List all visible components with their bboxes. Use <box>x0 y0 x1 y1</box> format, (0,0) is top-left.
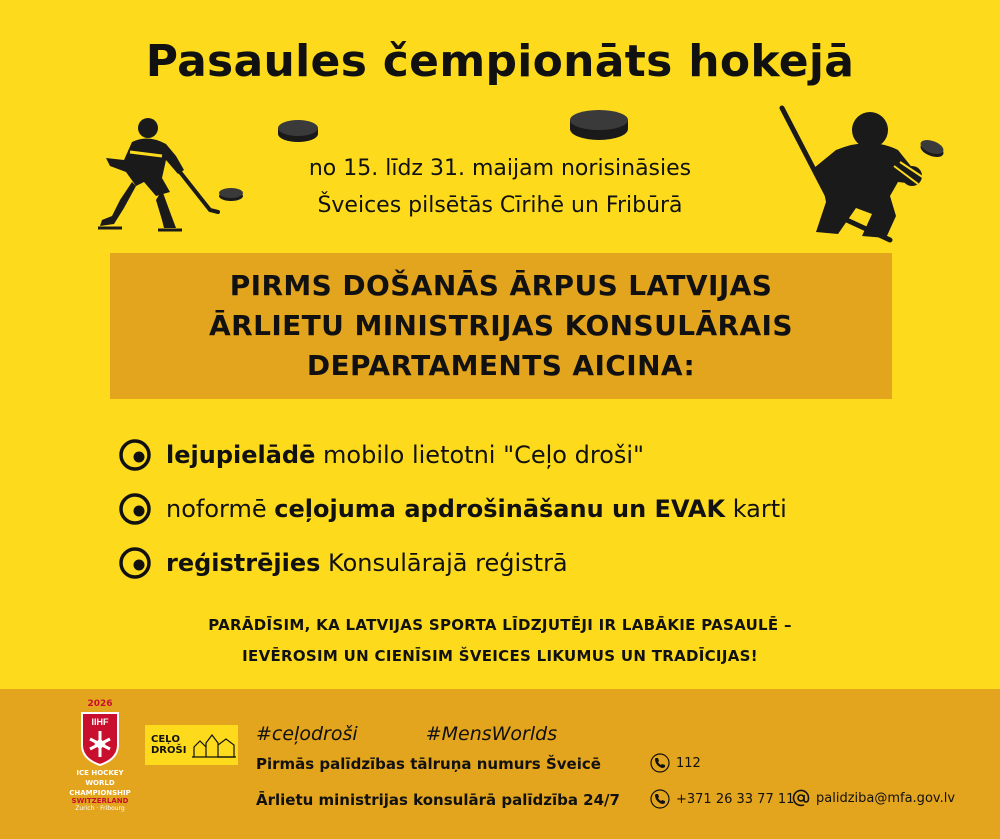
item-text: mobilo lietotni "Ceļo droši" <box>315 441 645 469</box>
subtitle-line: no 15. līdz 31. maijam norisināsies <box>308 156 692 181</box>
consular-phone-number: +371 26 33 77 11 <box>676 791 795 807</box>
advice-list <box>118 428 787 590</box>
footer <box>0 689 1000 839</box>
hashtags <box>256 723 619 745</box>
banner-line: ĀRLIETU MINISTRIJAS KONSULĀRAIS <box>209 309 793 342</box>
hockey-player-icon <box>96 116 222 236</box>
iihf-shield-icon <box>78 711 122 767</box>
event-subtitle <box>230 150 770 224</box>
subtitle-line: Šveices pilsētās Cīrihē un Fribūrā <box>317 193 683 218</box>
town-icon <box>192 731 236 759</box>
callout-line: IEVĒROSIM UN CIENĪSIM ŠVEICES LIKUMUS UN TRADĪCIJAS! <box>242 647 758 665</box>
call-to-action-banner <box>110 253 892 399</box>
iihf-acronym: IIHF <box>91 717 109 727</box>
consular-phone <box>650 789 794 809</box>
bullet-circle-icon <box>118 546 152 580</box>
at-icon <box>792 789 810 807</box>
list-item <box>118 536 787 590</box>
consular-label: Ārlietu ministrijas konsulārā palīdzība 24/7 <box>256 791 620 809</box>
celo-logo-line: DROŠI <box>151 745 187 756</box>
iihf-logo <box>60 699 140 813</box>
celo-drosi-logo <box>145 725 238 765</box>
list-item <box>118 482 787 536</box>
emergency-label: Pirmās palīdzības tālruņa numurs Šveicē <box>256 755 601 773</box>
hashtag: #MensWorlds <box>425 723 558 745</box>
page-title: Pasaules čempionāts hokejā <box>145 36 855 87</box>
phone-icon <box>650 753 670 773</box>
iihf-cities: Zurich · Fribourg <box>75 805 125 812</box>
banner-line: PIRMS DOŠANĀS ĀRPUS LATVIJAS <box>229 269 773 302</box>
emergency-phone <box>650 753 701 773</box>
puck-icon <box>568 108 630 142</box>
item-text: karti <box>725 495 787 523</box>
banner-line: DEPARTAMENTS AICINA: <box>306 349 696 382</box>
iihf-line: ICE HOCKEY <box>76 769 124 777</box>
list-item <box>118 428 787 482</box>
callout-line: PARĀDĪSIM, KA LATVIJAS SPORTA LĪDZJUTĒJI IR LABĀKIE PASAULĒ – <box>208 616 792 634</box>
celo-logo-line: CEĻO <box>151 734 181 745</box>
iihf-line: CHAMPIONSHIP <box>69 789 131 797</box>
emergency-phone-number: 112 <box>676 755 701 771</box>
iihf-line: WORLD <box>85 779 115 787</box>
bullet-circle-icon <box>118 438 152 472</box>
puck-icon <box>276 118 320 144</box>
iihf-year: 2026 <box>87 699 113 709</box>
item-text: Konsulārajā reģistrā <box>320 549 568 577</box>
iihf-country: SWITZERLAND <box>71 797 129 805</box>
item-text: noformē <box>166 495 275 523</box>
item-bold: reģistrējies <box>166 549 321 577</box>
callout-message <box>0 610 1000 672</box>
email-address: palidziba@mfa.gov.lv <box>816 790 956 806</box>
phone-icon <box>650 789 670 809</box>
consular-email <box>792 789 955 807</box>
hockey-goalie-icon <box>778 104 928 244</box>
bullet-circle-icon <box>118 492 152 526</box>
hashtag: #ceļodroši <box>256 723 358 745</box>
item-bold: ceļojuma apdrošināšanu un EVAK <box>274 495 726 523</box>
item-bold: lejupielādē <box>166 441 316 469</box>
